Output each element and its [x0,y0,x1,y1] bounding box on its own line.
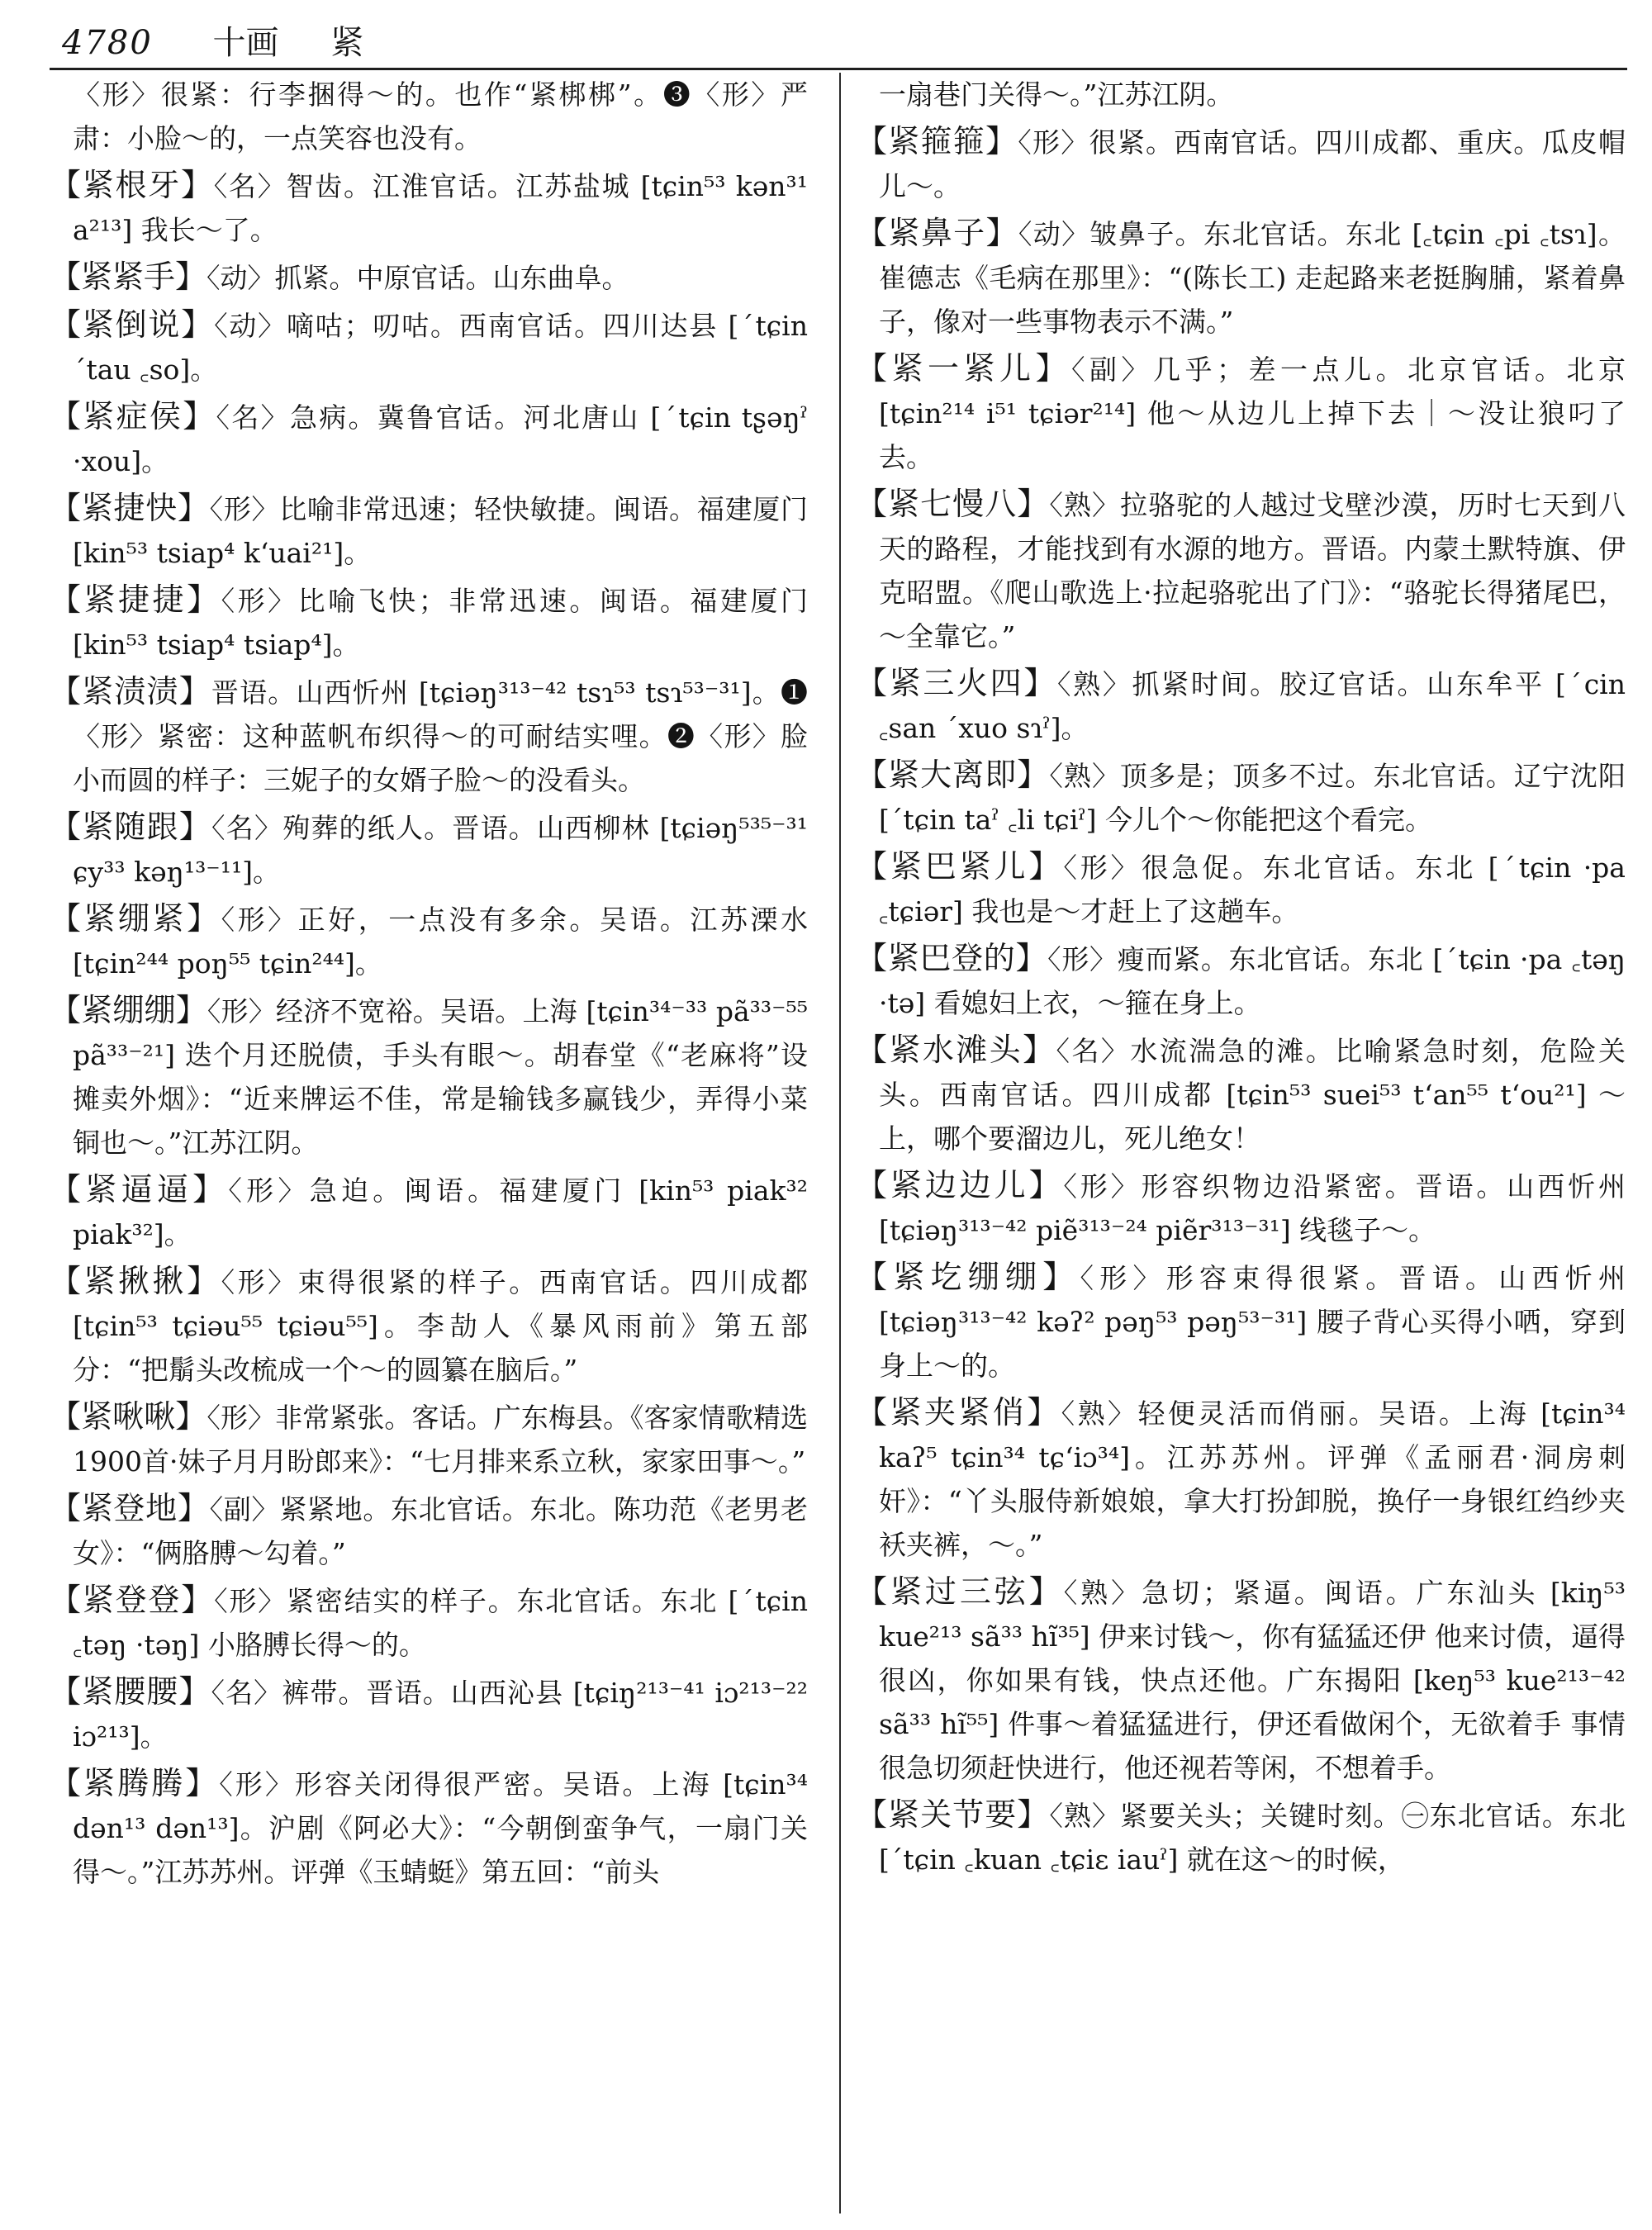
left-column [50,73,808,2220]
dictionary-entry [856,1391,1626,1567]
entry-headword: 【紧夹紧俏】 [856,1394,1061,1431]
dictionary-entry [856,662,1626,750]
entry-headword: 【紧随跟】 [50,809,212,845]
entry-definition: 〈形〉束得很紧的样子。西南官话。四川成都 [tɕin⁵³ tɕiəu⁵⁵ tɕiəu⁵⁵]。李劼人《暴风雨前》第五部分：“把鬅头改梳成一个～的圆纂在脑后。” [73,1266,808,1386]
dictionary-entry [856,73,1626,116]
dictionary-entry [856,753,1626,842]
entry-headword: 【紧捷快】 [50,490,210,526]
entry-definition: 〈形〉比喻飞快；非常迅速。闽语。福建厦门 [kin⁵³ tsiap⁴ tsiap⁴]。 [73,585,808,661]
dictionary-entry [50,1762,808,1894]
dictionary-entry [50,303,808,391]
entry-headword: 【紧紧手】 [50,259,207,295]
entry-definition: 〈形〉非常紧张。客话。广东梅县。《客家情歌精选1900首·妹子月月盼郎来》：“七月排来系立秋，家家田事～。” [73,1402,808,1478]
entry-definition: 〈形〉很紧：行李捆得～的。也作“紧梆梆”。❸〈形〉严肃：小脸～的，一点笑容也没有。 [73,78,808,154]
entry-definition: 〈形〉比喻非常迅速；轻快敏捷。闽语。福建厦门 [kin⁵³ tsiap⁴ kʻuai²¹]。 [73,493,808,569]
entry-definition: 一扇巷门关得～。”江苏江阴。 [879,78,1234,111]
dictionary-entry [50,1487,808,1575]
entry-definition: 〈名〉裤带。晋语。山西沁县 [tɕiŋ²¹³⁻⁴¹ iɔ²¹³⁻²² iɔ²¹³]。 [73,1677,808,1753]
entry-definition: 〈副〉几乎；差一点儿。北京官话。北京 [tɕin²¹⁴ i⁵¹ tɕiər²¹⁴] 他～从边儿上掉下去｜～没让狼叼了去。 [879,353,1626,473]
entry-headword: 【紧水滩头】 [856,1032,1056,1068]
dictionary-entry [856,347,1626,479]
dictionary-entry [50,164,808,252]
entry-definition: 〈名〉急病。冀鲁官话。河北唐山 [ˊtɕin tʂəŋˀ ·xou]。 [73,401,808,477]
right-column [856,73,1626,2220]
entry-headword: 【紧一紧儿】 [856,350,1071,387]
entry-headword: 【紧登地】 [50,1490,210,1526]
entry-headword: 【紧渍渍】 [50,673,211,709]
entry-definition: 〈形〉经济不宽裕。吴语。上海 [tɕin³⁴⁻³³ pã³³⁻⁵⁵ pã³³⁻²¹] 迭个月还脱债，手头有眼～。胡春堂《“老麻将”设摊卖外烟》：“近来牌运不佳，常是输钱多赢钱少，弄得小菜铜也～。”江苏江阴。 [73,995,808,1159]
dictionary-entry [50,805,808,894]
dictionary-entry [50,1395,808,1483]
header-rule [50,68,1627,70]
entry-headword: 【紧揪揪】 [50,1263,221,1299]
header-character: 紧 [330,24,364,62]
entry-headword: 【紧腾腾】 [50,1765,220,1801]
dictionary-entry [50,486,808,575]
entry-headword: 【紧啾啾】 [50,1398,207,1435]
entry-headword: 【紧登登】 [50,1582,215,1618]
entry-definition: 〈形〉形容关闭得很严密。吴语。上海 [tɕin³⁴ dən¹³ dən¹³]。沪剧《阿必大》：“今朝倒蛮争气，一扇门关得～。”江苏苏州。评弹《玉蜻蜓》第五回：“前头 [73,1768,808,1888]
entry-definition: 〈熟〉急切；紧逼。闽语。广东汕头 [kiŋ⁵³ kue²¹³ sã³³ hĩ³⁵] 伊来讨钱～，你有猛猛还伊 他来讨债，逼得很凶，你如果有钱，快点还他。广东揭阳 [keŋ⁵³ kue²¹³⁻⁴² sã³³ hĩ⁵⁵] 件事～着猛猛进行，伊还看做闲个，无欲着手 事情很急切须赶快进行，他还视若等闲，不想着手。 [879,1577,1626,1784]
entry-headword: 【紧边边儿】 [856,1167,1064,1203]
dictionary-entry [50,670,808,802]
entry-headword: 【紧倒说】 [50,306,215,343]
entry-headword: 【紧七慢八】 [856,486,1050,522]
entry-headword: 【紧箍箍】 [856,123,1018,159]
dictionary-entry [50,1670,808,1758]
entry-definition: 〈形〉很急促。东北官话。东北 [ˊtɕin ·pa ꜀tɕiər] 我也是～才赶上了这趟车。 [879,852,1626,928]
entry-definition: 〈形〉紧密结实的样子。东北官话。东北 [ˊtɕin ꜀təŋ ·təŋ] 小胳膊长得～的。 [73,1585,808,1661]
page-number: 4780 [62,24,153,62]
dictionary-entry [856,1570,1626,1790]
dictionary-entry [856,482,1626,658]
dictionary-entry [856,937,1626,1025]
entry-headword: 【紧症侯】 [50,398,216,434]
entry-definition: 〈名〉殉葬的纸人。晋语。山西柳林 [tɕiəŋ⁵³⁵⁻³¹ ɕy³³ kəŋ¹³⁻¹¹]。 [73,812,808,888]
entry-headword: 【紧巴紧儿】 [856,848,1064,885]
entry-headword: 【紧根牙】 [50,167,214,203]
entry-headword: 【紧过三弦】 [856,1573,1064,1610]
dictionary-entry [856,1028,1626,1160]
entry-definition: 〈形〉瘦而紧。东北官话。东北 [ˊtɕin ·pa ꜀təŋ ·tə] 看媳妇上衣，～箍在身上。 [879,943,1626,1019]
dictionary-entry [856,211,1626,344]
entry-definition: 晋语。山西忻州 [tɕiəŋ³¹³⁻⁴² tsɿ⁵³ tsɿ⁵³⁻³¹]。❶〈形〉紧密：这种蓝帆布织得～的可耐结实哩。❷〈形〉脸小而圆的样子：三妮子的女婿子脸～的没看头。 [73,676,808,796]
entry-definition: 〈熟〉紧要关头；关键时刻。㊀东北官话。东北 [ˊtɕin ꜀kuan ꜀tɕiɛ iauˀ] 就在这～的时候， [879,1800,1626,1876]
dictionary-entry [856,120,1626,208]
entry-definition: 〈副〉紧紧地。东北官话。东北。陈功范《老男老女》：“俩胳膊～勾着。” [73,1493,808,1569]
entry-headword: 【紧巴登的】 [856,940,1048,976]
page-header [62,18,1631,68]
dictionary-entry [856,845,1626,933]
section-label: 十画 [212,24,279,62]
dictionary-entry [50,989,808,1165]
entry-headword: 【紧鼻子】 [856,215,1018,251]
entry-headword: 【紧腰腰】 [50,1673,211,1710]
entry-definition: 〈名〉智齿。江淮官话。江苏盐城 [tɕin⁵³ kən³¹ a²¹³] 我长～了。 [73,170,808,246]
entry-headword: 【紧捷捷】 [50,581,221,618]
entry-definition: 〈形〉急迫。闽语。福建厦门 [kin⁵³ piak³² piak³²]。 [73,1174,808,1250]
entry-headword: 【紧绷紧】 [50,900,221,937]
dictionary-entry [50,1578,808,1667]
dictionary-entry [856,1255,1626,1388]
entry-definition: 〈熟〉拉骆驼的人越过戈壁沙漠，历时七天到八天的路程，才能找到有水源的地方。晋语。内蒙土默特旗、伊克昭盟。《爬山歌选上·拉起骆驼出了门》：“骆驼长得猪尾巴，～全靠它。” [879,489,1626,652]
entry-definition: 〈熟〉轻便灵活而俏丽。吴语。上海 [tɕin³⁴ kaʔ⁵ tɕin³⁴ tɕʻiɔ³⁴]。江苏苏州。评弹《孟丽君·洞房刺奸》：“丫头服侍新娘娘，拿大打扮卸脱，换仔一身银红绉纱夹袄夹裤，～。” [879,1397,1626,1561]
entry-definition: 〈动〉抓紧。中原官话。山东曲阜。 [206,262,629,294]
dictionary-entry [50,73,808,160]
entry-definition: 〈动〉嘀咕；叨咕。西南官话。四川达县 [ˊtɕin ˊtau ꜀so]。 [73,310,808,386]
dictionary-entry [50,578,808,667]
entry-headword: 【紧大离即】 [856,757,1050,793]
dictionary-entry [50,255,808,300]
entry-definition: 〈动〉皱鼻子。东北官话。东北 [꜀tɕin ꜀pi ꜀tsɿ]。崔德志《毛病在那里》：“(陈长工) 走起路来老挺胸脯，紧着鼻子，像对一些事物表示不满。” [879,218,1626,338]
entry-headword: 【紧逼逼】 [50,1171,229,1208]
dictionary-entry [50,1168,808,1256]
entry-definition: 〈名〉水流湍急的滩。比喻紧急时刻，危险关头。西南官话。四川成都 [tɕin⁵³ suei⁵³ tʻan⁵⁵ tʻou²¹] ～上，哪个要溜边儿，死儿绝女！ [879,1035,1626,1155]
entry-definition: 〈形〉形容织物边沿紧密。晋语。山西忻州 [tɕiəŋ³¹³⁻⁴² piẽ³¹³⁻²⁴ piẽr³¹³⁻³¹] 线毯子～。 [879,1170,1626,1246]
dictionary-entry [50,395,808,483]
entry-headword: 【紧三火四】 [856,665,1057,701]
entry-definition: 〈熟〉抓紧时间。胶辽官话。山东牟平 [ˊcin ꜀san ˊxuo sɿˀ]。 [879,668,1626,744]
entry-definition: 〈形〉正好，一点没有多余。吴语。江苏溧水 [tɕin²⁴⁴ poŋ⁵⁵ tɕin²⁴⁴]。 [73,904,808,980]
dictionary-entry [856,1164,1626,1252]
entry-definition: 〈形〉很紧。西南官话。四川成都、重庆。瓜皮帽儿～。 [879,126,1626,202]
dictionary-entry [50,897,808,985]
entry-definition: 〈熟〉顶多是；顶多不过。东北官话。辽宁沈阳 [ˊtɕin taˀ ꜀li tɕiˀ] 今儿个～你能把这个看完。 [879,760,1626,836]
dictionary-entry [50,1260,808,1392]
entry-headword: 【紧圪绷绷】 [856,1259,1080,1295]
column-divider [839,73,841,2213]
dictionary-entry [856,1793,1626,1881]
entry-headword: 【紧关节要】 [856,1796,1050,1833]
entry-headword: 【紧绷绷】 [50,992,207,1028]
entry-definition: 〈形〉形容束得很紧。晋语。山西忻州 [tɕiəŋ³¹³⁻⁴² kəʔ² pəŋ⁵³ pəŋ⁵³⁻³¹] 腰子背心买得小哂，穿到身上～的。 [879,1262,1626,1382]
